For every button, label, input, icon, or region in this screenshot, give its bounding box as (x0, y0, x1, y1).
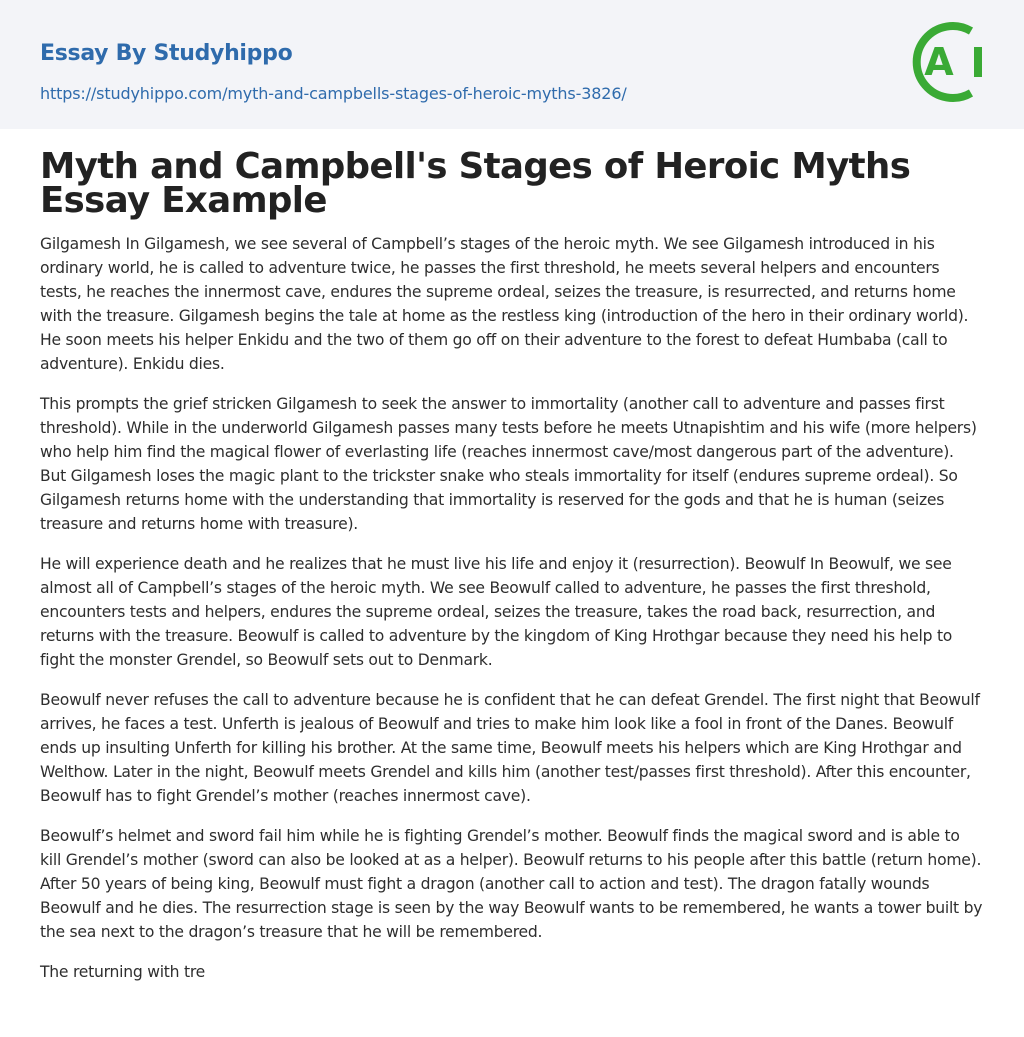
paragraph: He will experience death and he realizes that he must live his life and enjoy it (resurrection). Beowulf In Beowulf, we see almost all of Campbell’s stages of the heroic myth. We see Beowulf called to adventure, he passes the first threshold, encounters tests and helpers, endures the supreme ordeal, seizes the treasure, takes the road back, resurrection, and returns with the treasure. Beowulf is called to adventure by the kingdom of King Hrothgar because they need his help to fight the monster Grendel, so Beowulf sets out to Denmark. (40, 555, 953, 669)
source-url-link[interactable]: https://studyhippo.com/myth-and-campbells-stages-of-heroic-myths-3826/ (40, 84, 627, 103)
paragraph-truncated: The returning with tre (40, 963, 206, 981)
article (40, 146, 984, 1000)
logo-letter: A (924, 40, 954, 84)
brand-title[interactable]: Essay By Studyhippo (40, 41, 293, 66)
paragraph: This prompts the grief stricken Gilgamesh to seek the answer to immortality (another call to adventure and passes first threshold). While in the underworld Gilgamesh passes many tests before he meets Utnapishtim and his wife (more helpers) who help him find the magical flower of everlasting life (reaches innermost cave/most dangerous part of the adventure). But Gilgamesh loses the magic plant to the trickster snake who steals immortality for itself (endures supreme ordeal). So Gilgamesh returns home with the understanding that immortality is reserved for the gods and that he is human (seizes treasure and returns home with treasure). (40, 395, 977, 533)
studyhippo-logo-icon[interactable] (911, 18, 987, 106)
paragraph: Beowulf never refuses the call to adventure because he is confident that he can defeat Grendel. The first night that Beowulf arrives, he faces a test. Unferth is jealous of Beowulf and tries to make him look like a fool in front of the Danes. Beowulf ends up insulting Unferth for killing his brother. At the same time, Beowulf meets his helpers which are King Hrothgar and Welthow. Later in the night, Beowulf meets Grendel and kills him (another test/passes first threshold). After this encounter, Beowulf has to fight Grendel’s mother (reaches innermost cave). (40, 691, 980, 805)
paragraph: Beowulf’s helmet and sword fail him while he is fighting Grendel’s mother. Beowulf finds the magical sword and is able to kill Grendel’s mother (sword can also be looked at as a helper). Beowulf returns to his people after this battle (return home). After 50 years of being king, Beowulf must fight a dragon (another call to action and test). The dragon fatally wounds Beowulf and he dies. The resurrection stage is seen by the way Beowulf wants to be remembered, he wants a tower built by the sea next to the dragon’s treasure that he will be remembered. (40, 827, 983, 941)
paragraph: Gilgamesh In Gilgamesh, we see several of Campbell’s stages of the heroic myth. We see Gilgamesh introduced in his ordinary world, he is called to adventure twice, he passes the first threshold, he meets several helpers and encounters tests, he reaches the innermost cave, endures the supreme ordeal, seizes the treasure, is resurrected, and returns home with the treasure. Gilgamesh begins the tale at home as the restless king (introduction of the hero in their ordinary world). He soon meets his helper Enkidu and the two of them go off on their adventure to the forest to defeat Humbaba (call to adventure). Enkidu dies. (40, 235, 969, 373)
page-title: Myth and Campbell's Stages of Heroic Myths Essay Example (40, 146, 911, 221)
page-header (0, 0, 1024, 129)
